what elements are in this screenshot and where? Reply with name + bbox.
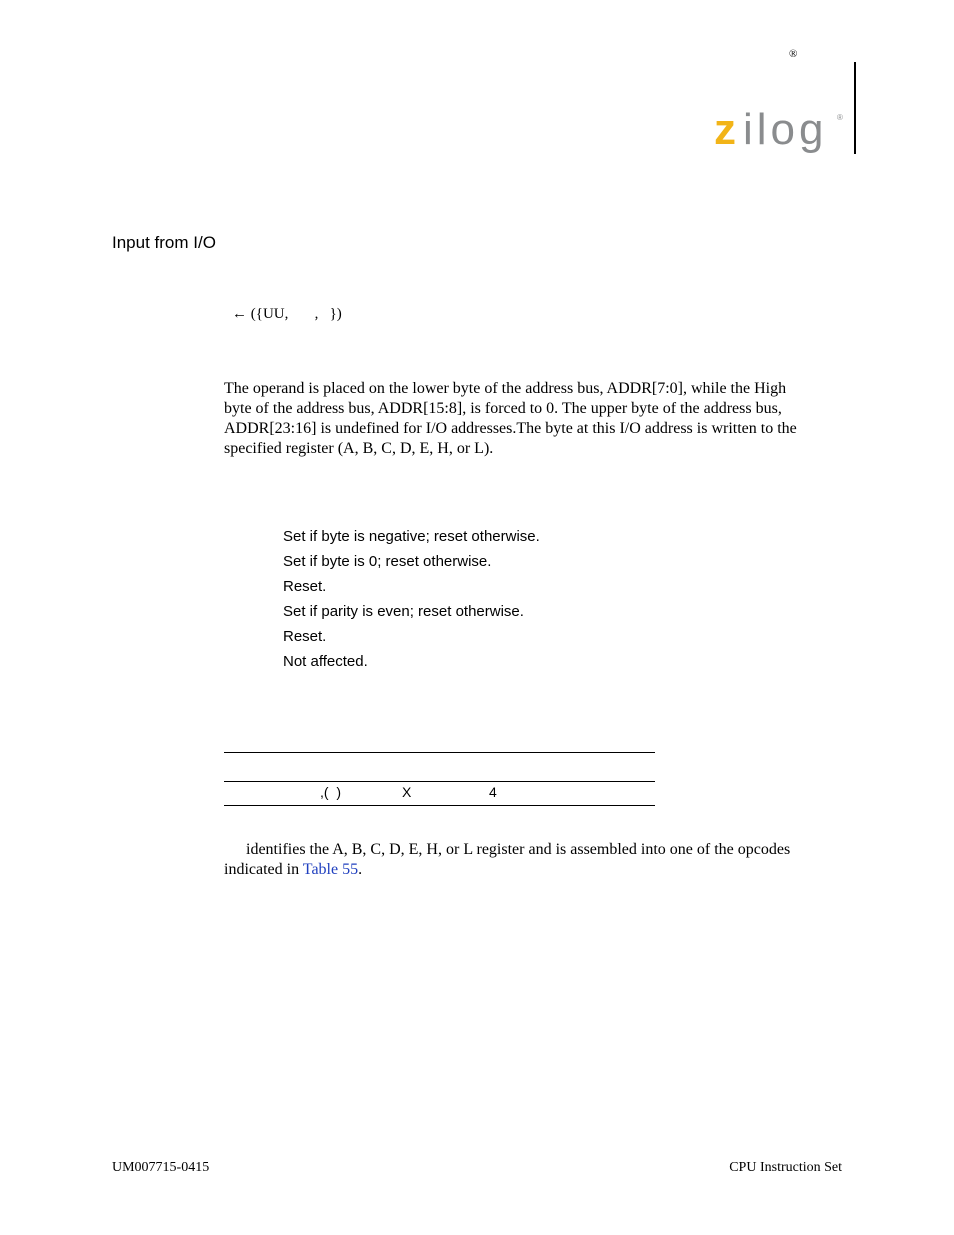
table-55-link[interactable]: Table 55: [302, 861, 359, 878]
note-text-line2: indicated in: [224, 861, 303, 878]
header-vertical-rule: [854, 62, 856, 154]
flag-pv-description: Set if parity is even; reset otherwise.: [283, 603, 524, 620]
flag-h-description: Reset.: [283, 578, 327, 595]
flag-c-description: Not affected.: [283, 653, 368, 670]
footer-doc-id: UM007715-0415: [112, 1160, 210, 1175]
description-line: byte of the address bus, ADDR[15:8], is forced to 0. The upper byte of the address bus,: [224, 400, 782, 417]
description: [224, 379, 844, 459]
zilog-logo: [714, 100, 846, 160]
note-text-end: .: [358, 861, 363, 878]
footer-section-name: CPU Instruction Set: [729, 1160, 842, 1175]
table-cell-adl: X: [402, 784, 412, 800]
table-cell-cycles: 4: [489, 784, 497, 800]
flag-z-description: Set if byte is 0; reset otherwise.: [283, 553, 492, 570]
operation-expression: ← ({UU, , }): [232, 306, 342, 322]
registered-mark: ®: [789, 48, 798, 60]
svg-text:z: z: [714, 105, 736, 154]
table-rule-header: [224, 781, 655, 782]
description-line: specified register (A, B, C, D, E, H, or L).: [224, 440, 494, 457]
table-rule-bottom: [224, 805, 655, 806]
svg-text:ilog: ilog: [743, 105, 828, 154]
flag-n-description: Reset.: [283, 628, 327, 645]
flag-s-description: Set if byte is negative; reset otherwise.: [283, 528, 540, 545]
section-title: Input from I/O: [112, 233, 216, 252]
description-line: The operand is placed on the lower byte of the address bus, ADDR[7:0], while the High: [224, 380, 787, 397]
svg-text:®: ®: [837, 113, 843, 122]
table-rule-top: [224, 752, 655, 753]
description-line: ADDR[23:16] is undefined for I/O addresses.The byte at this I/O address is written to the: [224, 420, 797, 437]
note-text: identifies the A, B, C, D, E, H, or L register and is assembled into one of the opcodes: [246, 841, 791, 858]
note-paragraph: [224, 840, 844, 880]
table-cell-instruction: ,( ): [320, 784, 341, 800]
condition-flags-list: [283, 528, 540, 678]
